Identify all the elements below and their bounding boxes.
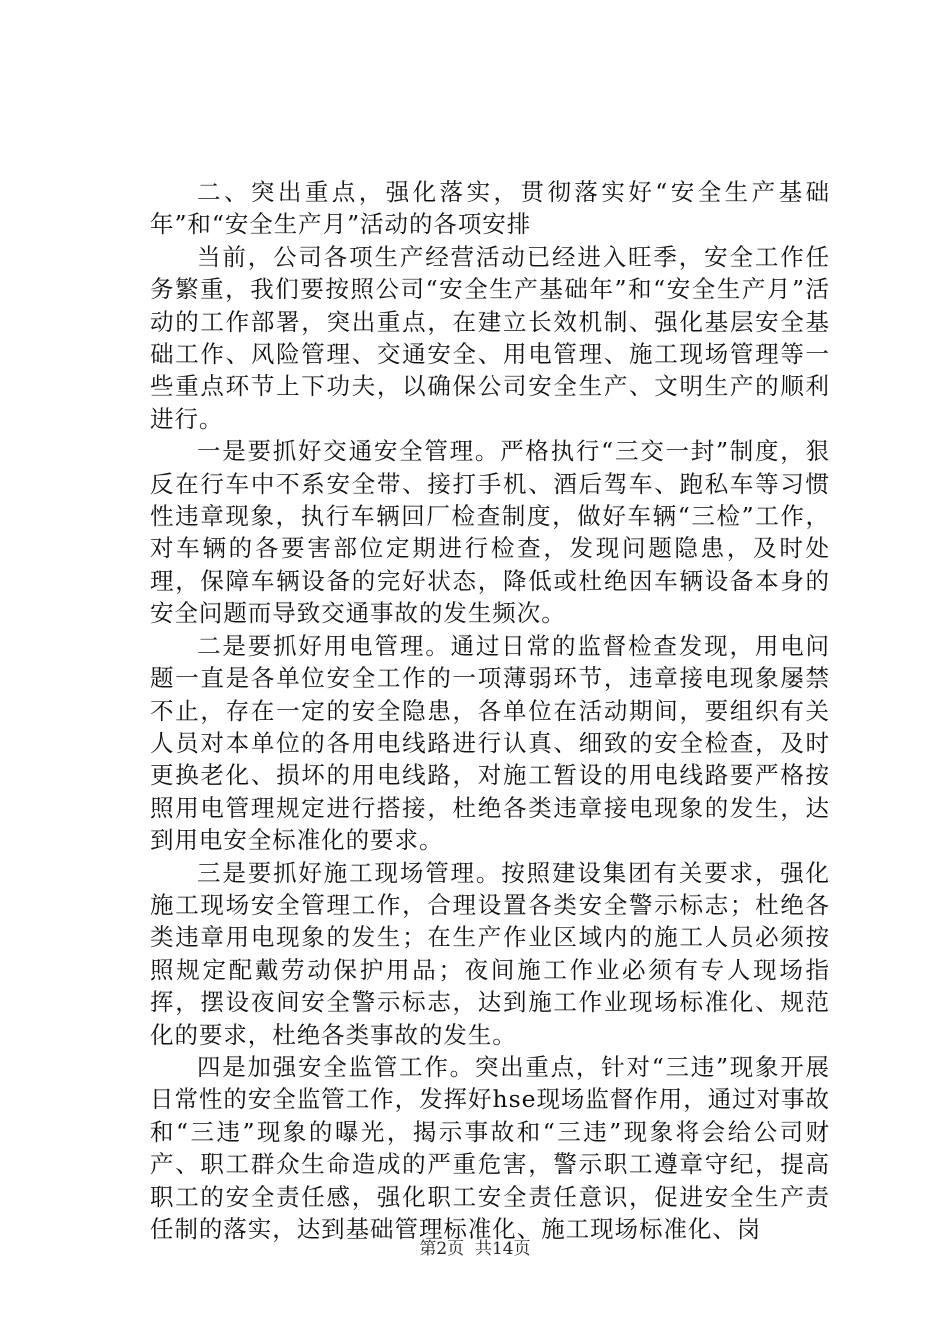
page-footer xyxy=(0,1238,950,1260)
section-heading: 二、突出重点，强化落实，贯彻落实好“安全生产基础年”和“安全生产月”活动的各项安排 xyxy=(150,178,830,239)
page-number: 第2页 共14页 xyxy=(419,1239,531,1259)
document-body xyxy=(150,176,830,1245)
traffic-safety-paragraph: 一是要抓好交通安全管理。严格执行“三交一封”制度，狠反在行车中不系安全带、接打手机、酒后驾车、跑私车等习惯性违章现象，执行车辆回厂检查制度，做好车辆“三检”工作，对车辆的各要害部位定期进行检查，发现问题隐患，及时处理，保障车辆设备的完好状态，降低或杜绝因车辆设备本身的安全问题而导致交通事故的发生频次。 xyxy=(150,437,830,628)
safety-supervision-paragraph: 四是加强安全监管工作。突出重点，针对“三违”现象开展日常性的安全监管工作，发挥好hse现场监督作用，通过对事故和“三违”现象的曝光，揭示事故和“三违”现象将会给公司财产、职工群众生命造成的严重危害，警示职工遵章守纪，提高职工的安全责任感，强化职工安全责任意识，促进安全生产责任制的落实，达到基础管理标准化、施工现场标准化、岗 xyxy=(150,1052,830,1243)
electricity-management-paragraph: 二是要抓好用电管理。通过日常的监督检查发现，用电问题一直是各单位安全工作的一项薄弱环节，违章接电现象屡禁不止，存在一定的安全隐患，各单位在活动期间，要组织有关人员对本单位的各用电线路进行认真、细致的安全检查，及时更换老化、损坏的用电线路，对施工暂设的用电线路要严格按照用电管理规定进行搭接，杜绝各类违章接电现象的发生，达到用电安全标准化的要求。 xyxy=(150,631,830,855)
intro-paragraph: 当前，公司各项生产经营活动已经进入旺季，安全工作任务繁重，我们要按照公司“安全生产基础年”和“安全生产月”活动的工作部署，突出重点，在建立长效机制、强化基层安全基础工作、风险管理、交通安全、用电管理、施工现场管理等一些重点环节上下功夫，以确保公司安全生产、文明生产的顺利进行。 xyxy=(150,242,830,433)
construction-site-paragraph: 三是要抓好施工现场管理。按照建设集团有关要求，强化施工现场安全管理工作，合理设置各类安全警示标志；杜绝各类违章用电现象的发生；在生产作业区域内的施工人员必须按照规定配戴劳动保护用品；夜间施工作业必须有专人现场指挥，摆设夜间安全警示标志，达到施工作业现场标准化、规范化的要求，杜绝各类事故的发生。 xyxy=(150,858,830,1049)
